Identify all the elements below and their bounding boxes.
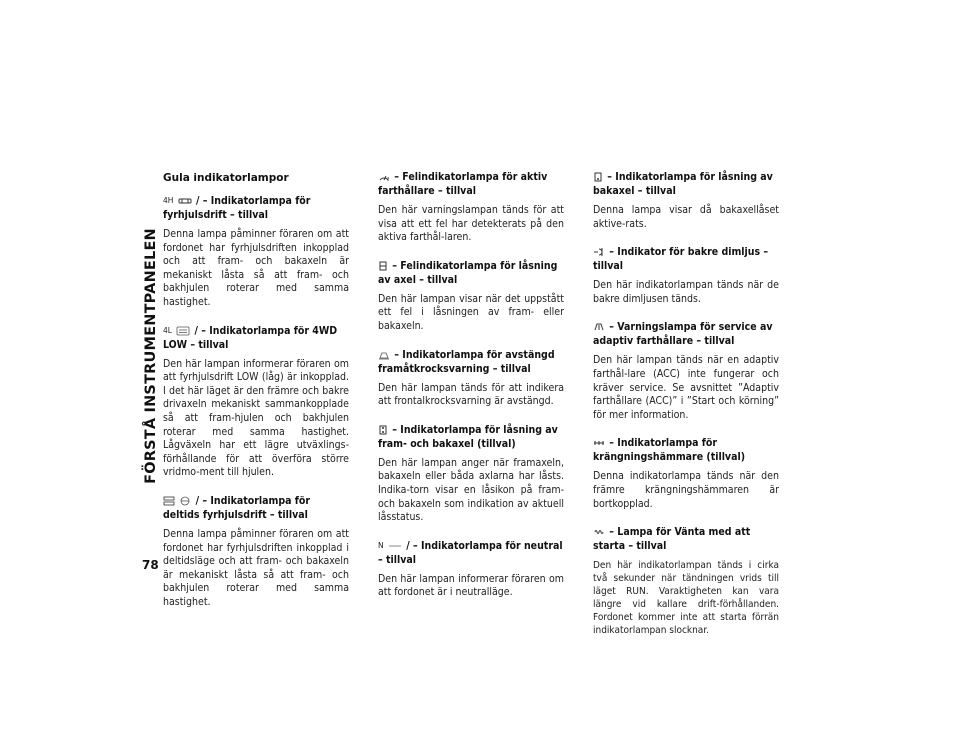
- item-heading: [593, 525, 779, 553]
- item-heading: [163, 494, 349, 522]
- 4wd-low-icon: [176, 326, 190, 336]
- item-text: Den här varningslampan tänds för att visa att ett fel har detekterats på den aktiva farthål-laren.: [378, 204, 564, 244]
- forward-collision-off-icon: [378, 350, 390, 360]
- cruise-fault-icon: [378, 172, 390, 182]
- item-title: – Indikatorlampa för låsning av fram- och bakaxel (tillval): [378, 423, 558, 450]
- item-text: Den här lampan visar när det uppstått ett fel i låsningen av fram- eller bakaxeln.: [378, 292, 564, 332]
- wait-to-start-icon: [593, 527, 605, 537]
- item-heading: [163, 194, 349, 222]
- chapter-title: FÖRSTÅ INSTRUMENTPANELEN: [143, 228, 159, 484]
- item-text: Denna lampa påminner föraren om att fordonet har fyrhjulsdriften inkopplad och att fram- och bakaxeln är mekaniskt låsta så att fram- och bakhjulen roterar med samma hastighet.: [163, 228, 349, 308]
- sway-bar-icon: [593, 438, 605, 448]
- item-text: Den här lampan tänds för att indikera att frontalkrocksvarning är avstängd.: [378, 381, 564, 408]
- 4l-icon: 4L: [163, 325, 172, 335]
- item-title: – Felindikatorlampa för aktiv farthållare – tillval: [378, 171, 548, 197]
- item-heading: [593, 170, 779, 198]
- item-heading: [593, 320, 779, 348]
- item-title: – Indikatorlampa för låsning av bakaxel – tillval: [593, 171, 773, 197]
- column-3: [593, 170, 779, 651]
- item-text: Denna indikatorlampa tänds när den främre krängningshämmaren är bortkopplad.: [593, 470, 779, 510]
- item-text: Den här indikatorlampan tänds i cirka två sekunder när tändningen vrids till läget RUN. Varaktigheten kan vara längre vid kallare drift-förhållanden. Fordonet kommer inte att starta förrän indikatorlampan slocknar.: [593, 560, 779, 637]
- part-time-4wd-icon: [163, 496, 175, 506]
- item-title: / – Indikatorlampa för fyrhjulsdrift – tillval: [163, 195, 311, 221]
- item-heading: [593, 436, 779, 464]
- item-heading: [378, 348, 564, 376]
- item-heading: [378, 539, 564, 567]
- column-1: [163, 170, 349, 623]
- item-heading: [378, 259, 564, 287]
- chapter-title-vertical: [140, 166, 162, 546]
- item-text: Denna lampa visar då bakaxellåset aktive-rats.: [593, 204, 779, 230]
- item-title: – Felindikatorlampa för låsning av axel – tillval: [378, 259, 558, 286]
- item-title: / – Indikatorlampa för neutral – tillval: [378, 539, 563, 566]
- item-title: / – Indikatorlampa för 4WD LOW – tillval: [163, 324, 338, 351]
- svg-text:!: !: [387, 177, 390, 182]
- acc-service-icon: [593, 322, 605, 332]
- item-text: Den här lampan anger när framaxeln, bakaxeln eller båda axlarna har låsts. Indika-torn visar en låsikon på fram- och bakaxeln som indikation av aktuell låsstatus.: [378, 456, 564, 524]
- neutral-line-icon: [388, 541, 402, 551]
- rear-fog-icon: [593, 247, 605, 257]
- item-title: – Lampa för Vänta med att starta – tillval: [593, 526, 751, 553]
- front-rear-lock-icon: [378, 425, 388, 435]
- item-title: – Indikatorlampa för krängningshämmare (tillval): [593, 437, 746, 464]
- 4wd-icon: [178, 196, 192, 206]
- neutral-n-icon: N: [378, 540, 384, 550]
- item-text: Den här lampan tänds när en adaptiv farthål-lare (ACC) inte fungerar och kräver service. Se avsnittet ”Adaptiv farthållare (ACC)” i ”Start och körning” för mer information.: [593, 354, 779, 421]
- item-text: Den här lampan informerar föraren om att fordonet är i neutralläge.: [378, 572, 564, 599]
- rear-axle-lock-icon: [593, 172, 603, 182]
- item-text: Denna lampa påminner föraren om att fordonet har fyrhjulsdriften inkopplad i deltidsläge och att fram- och bakaxeln är mekaniskt låsta så att fram- och bakhjulen roterar med samma hastighet.: [163, 527, 349, 608]
- item-text: Den här indikatorlampan tänds när de bakre dimljusen tänds.: [593, 279, 779, 305]
- item-title: – Varningslampa för service av adaptiv farthållare – tillval: [593, 321, 773, 348]
- item-title: / – Indikatorlampa för deltids fyrhjulsdrift – tillval: [163, 494, 311, 521]
- part-time-axle-icon: [179, 496, 191, 506]
- item-title: – Indikator för bakre dimljus – tillval: [593, 246, 769, 273]
- item-title: – Indikatorlampa för avstängd framåtkrocksvarning – tillval: [378, 348, 555, 375]
- axle-lock-fault-icon: [378, 261, 388, 271]
- page-number: 78: [142, 558, 159, 572]
- item-heading: [163, 324, 349, 352]
- section-title: Gula indikatorlampor: [163, 172, 289, 184]
- 4h-icon: 4H: [163, 196, 174, 205]
- item-heading: [378, 423, 564, 451]
- column-2: [378, 170, 564, 614]
- item-heading: [378, 170, 564, 198]
- item-text: Den här lampan informerar föraren om att fyrhjulsdrift LOW (låg) är inkopplad. I det här läget är den främre och bakre drivaxeln mekaniskt sammankopplade så att fram-hjulen och bakhjulen roterar med samma hastighet. Lågväxeln har ett lägre utväxlings-förhållande för att överföra större vridmo-ment till hjulen.: [163, 357, 349, 479]
- item-heading: [593, 245, 779, 273]
